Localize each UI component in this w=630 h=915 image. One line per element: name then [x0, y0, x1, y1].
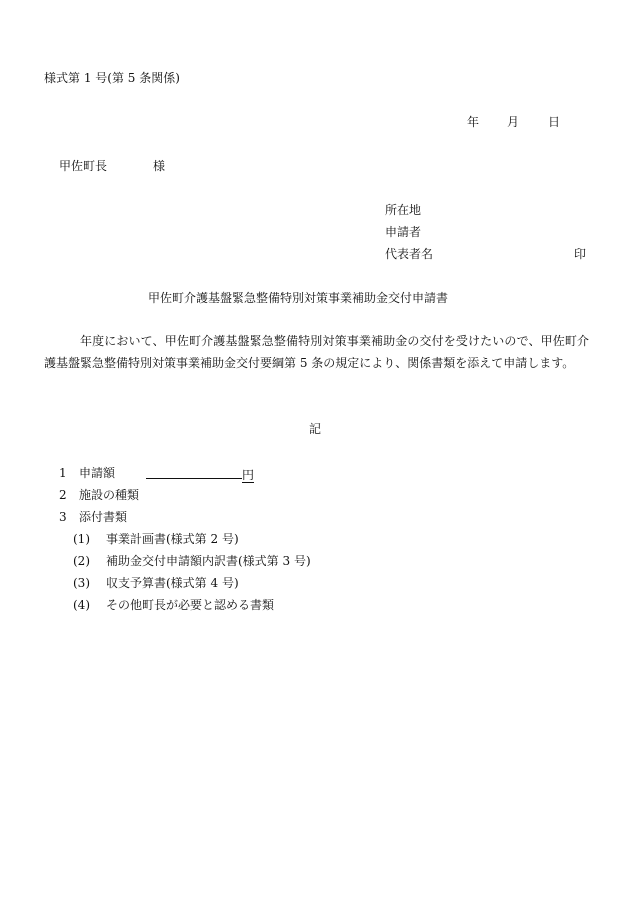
- attachment-number: (2): [73, 554, 90, 568]
- item-label: 申請額: [79, 466, 116, 480]
- body-paragraph: 年度において、甲佐町介護基盤緊急整備特別対策事業補助金の交付を受けたいので、甲佐町介護基盤緊急整備特別対策事業補助金交付要綱第 5 条の規定により、関係書類を添えて申請します。: [44, 334, 589, 370]
- amount-blank-line: [146, 465, 242, 479]
- addressee-name: 甲佐町長: [59, 159, 108, 173]
- attachment-number: (3): [73, 576, 90, 590]
- applicant-label: 申請者: [385, 225, 422, 239]
- ki-heading: 記: [309, 422, 322, 436]
- date-year: 年: [467, 115, 480, 129]
- item-number: 1: [59, 466, 67, 480]
- address-label: 所在地: [385, 203, 422, 217]
- attachment-label: その他町長が必要と認める書類: [106, 598, 275, 612]
- date-day: 日: [548, 115, 561, 129]
- date-month: 月: [507, 115, 520, 129]
- attachment-label: 事業計画書(様式第 2 号): [106, 532, 239, 546]
- document-title: 甲佐町介護基盤緊急整備特別対策事業補助金交付申請書: [148, 291, 449, 305]
- form-number: 様式第 1 号(第 5 条関係): [44, 71, 180, 85]
- attachment-label: 補助金交付申請額内訳書(様式第 3 号): [106, 554, 311, 568]
- amount-unit: 円: [242, 468, 255, 482]
- item-label: 添付書類: [79, 510, 128, 524]
- amount-field: [146, 465, 254, 483]
- addressee-honorific: 様: [153, 159, 166, 173]
- seal-mark: 印: [574, 247, 587, 261]
- attachment-number: (4): [73, 598, 90, 612]
- representative-label: 代表者名: [385, 247, 434, 261]
- attachment-label: 収支予算書(様式第 4 号): [106, 576, 239, 590]
- item-number: 3: [59, 510, 67, 524]
- item-number: 2: [59, 488, 67, 502]
- attachment-number: (1): [73, 532, 90, 546]
- item-label: 施設の種類: [79, 488, 140, 502]
